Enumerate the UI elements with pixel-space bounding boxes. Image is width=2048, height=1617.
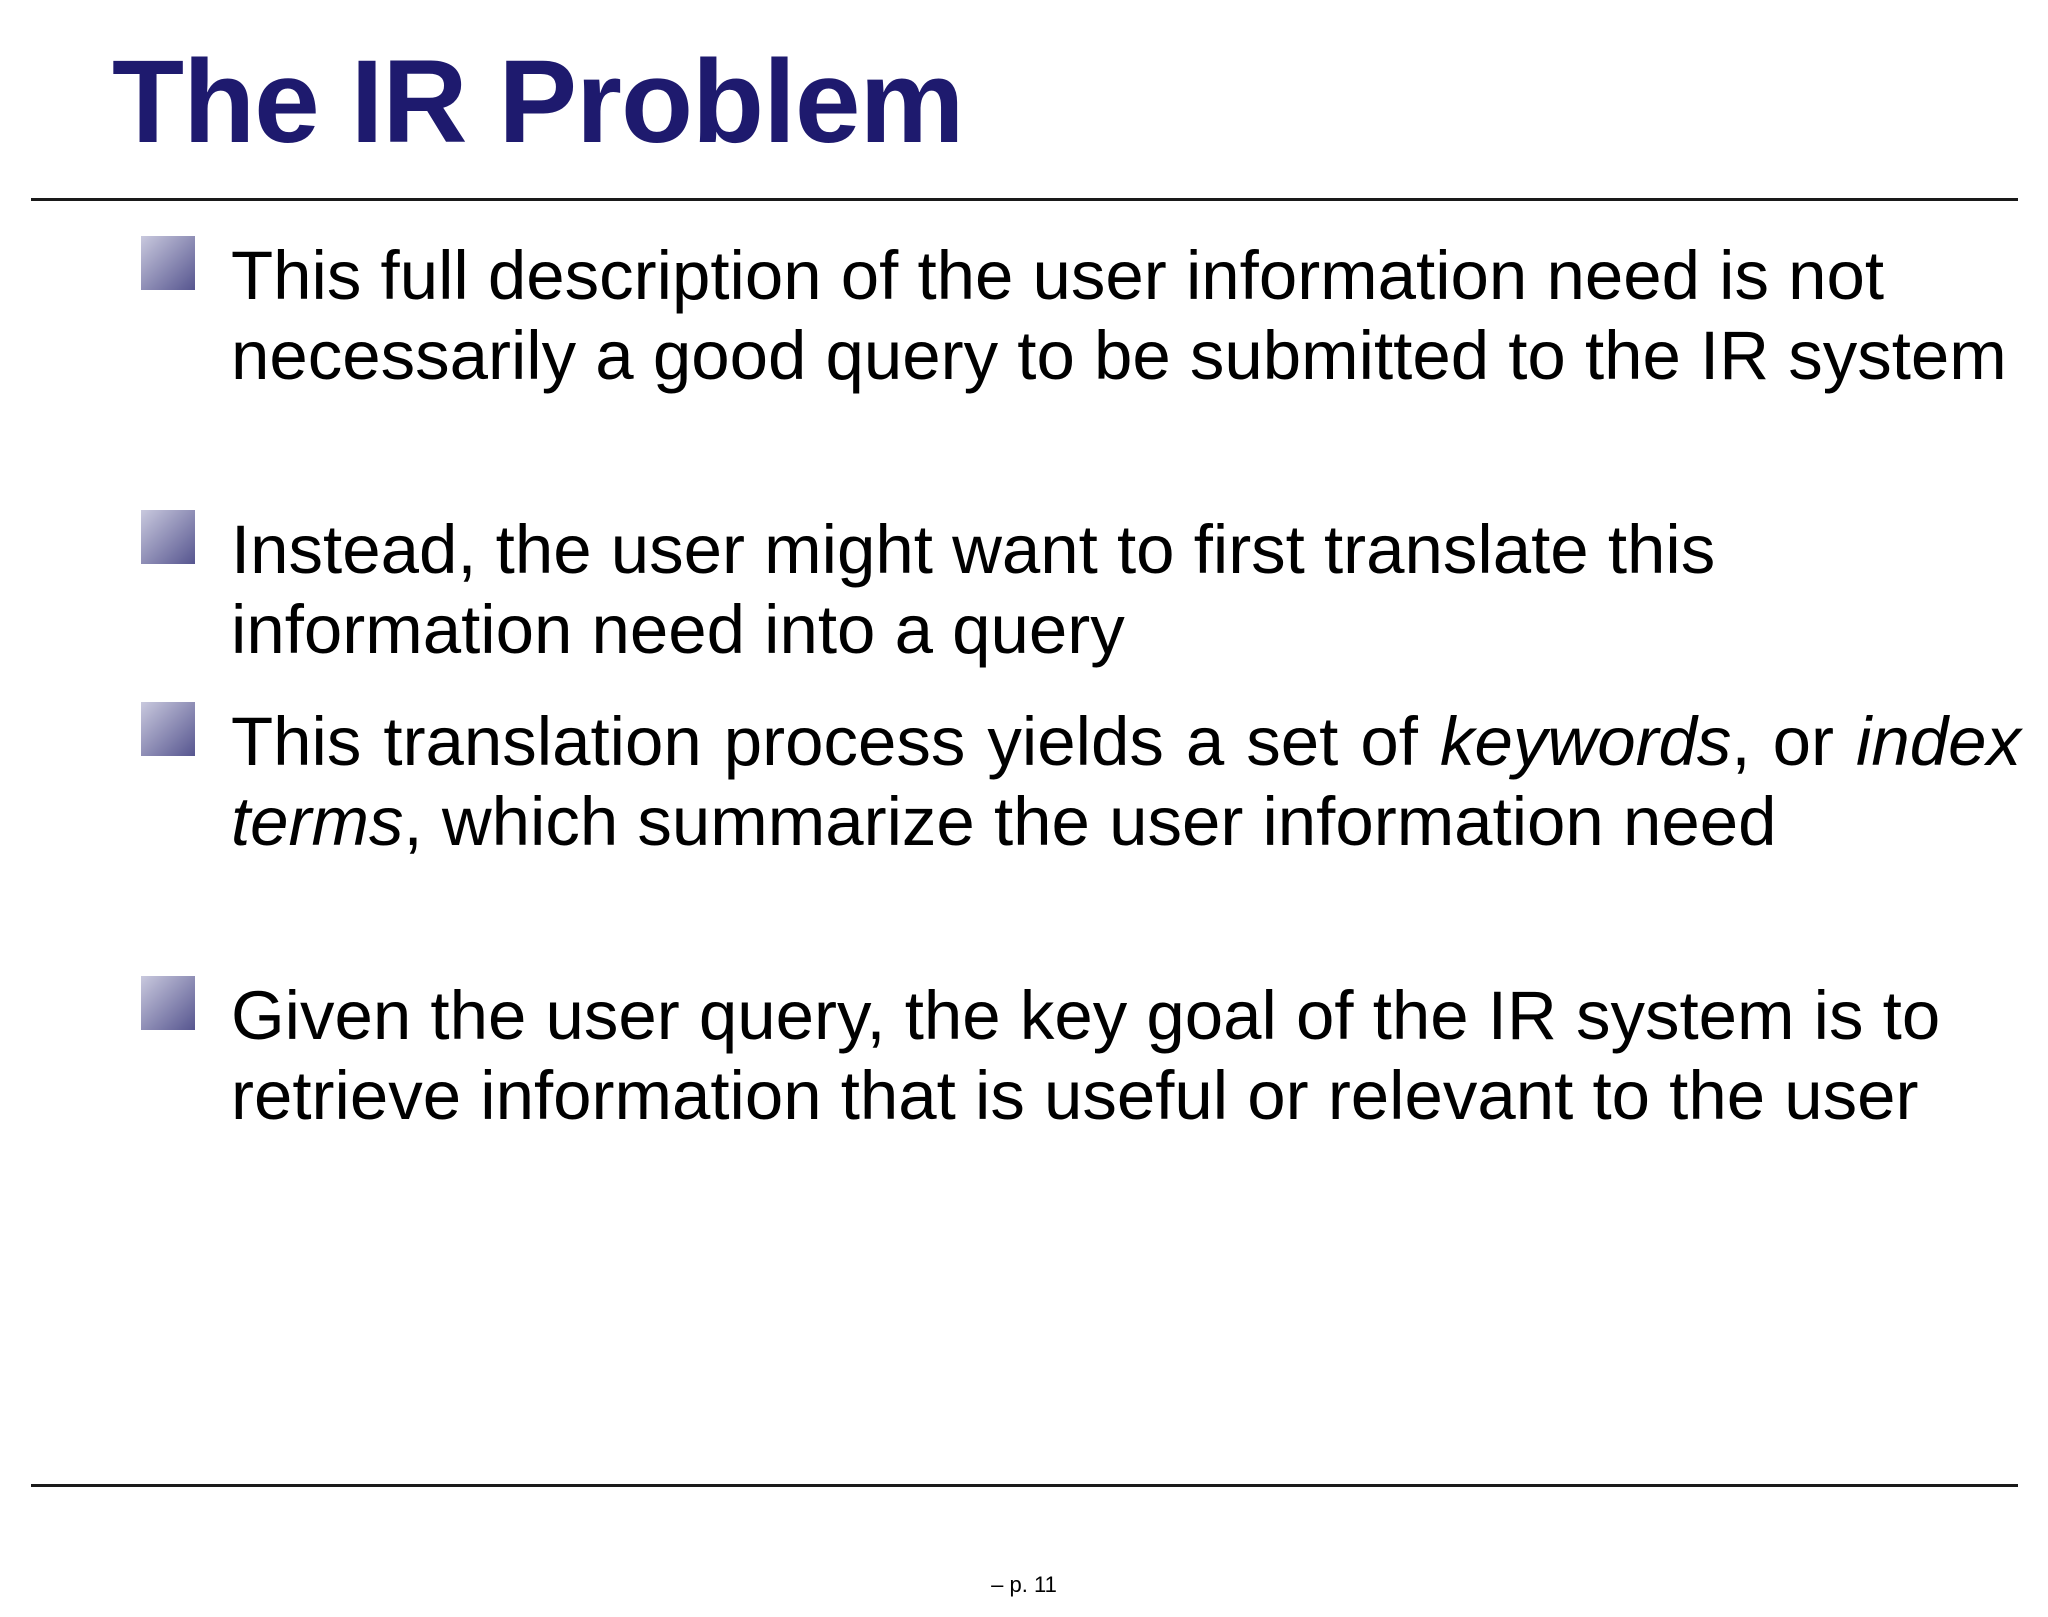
bullet-text-segment: , which summarize the user information need — [403, 783, 1777, 860]
bullet-text-segment: Given the user query, the key goal of the IR system is to retrieve information that is useful or relevant to the user — [231, 977, 1941, 1134]
square-bullet-icon — [141, 236, 195, 290]
slide-title: The IR Problem — [112, 36, 964, 168]
bullet-text-segment: , or — [1731, 703, 1857, 780]
bullet-text — [231, 976, 2021, 1136]
square-bullet-icon — [141, 976, 195, 1030]
bullet-text-segment: This full description of the user information need is not necessarily a good query to be submitted to the IR system — [231, 237, 2007, 394]
top-divider — [31, 198, 2018, 201]
bullet-text — [231, 510, 2021, 670]
square-bullet-icon — [141, 510, 195, 564]
bullet-text — [231, 236, 2021, 396]
bullet-text-segment: This translation process yields a set of — [231, 703, 1440, 780]
bullet-text — [231, 702, 2021, 862]
page-number: – p. 11 — [991, 1572, 1057, 1597]
bottom-divider — [31, 1484, 2018, 1487]
square-bullet-icon — [141, 702, 195, 756]
bullet-text-emphasis: keywords — [1439, 703, 1732, 780]
bullet-text-segment: Instead, the user might want to first translate this information need into a query — [231, 511, 1716, 668]
bullet-text-emphasis: index terms — [231, 703, 2021, 860]
